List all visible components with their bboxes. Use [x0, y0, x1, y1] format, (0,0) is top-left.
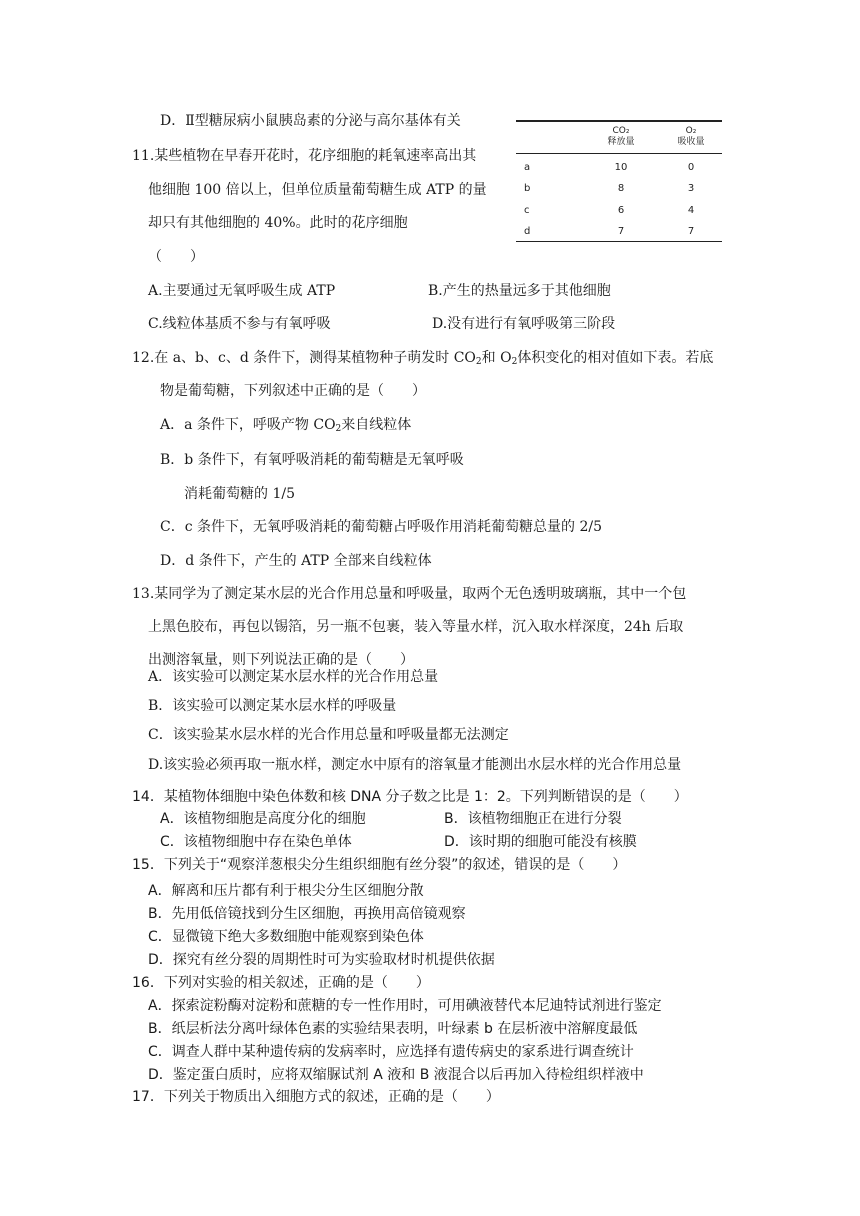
q11-stem-line3: 却只有其他细胞的 40%。此时的花序细胞: [148, 215, 408, 231]
q12-option-a-text: A．a 条件下，呼吸产物 CO: [160, 417, 336, 433]
q14-option-a: A．该植物细胞是高度分化的细胞: [160, 811, 366, 827]
q12-option-c: C．c 条件下，无氧呼吸消耗的葡萄糖占呼吸作用消耗葡萄糖总量的 2/5: [160, 519, 602, 535]
respiration-data-table: [516, 120, 722, 242]
table-row-a-co2: 10: [614, 162, 628, 173]
q13-option-a: A．该实验可以测定某水层水样的光合作用总量: [148, 669, 439, 685]
table-header-co2-line2: 释放量: [607, 137, 635, 147]
q12-co2-subscript: 2: [475, 357, 482, 367]
q15-option-b: B．先用低倍镜找到分生区细胞，再换用高倍镜观察: [148, 906, 466, 922]
q11-stem-line2: 他细胞 100 倍以上，但单位质量葡萄糖生成 ATP 的量: [148, 182, 487, 198]
table-row-c-label: c: [524, 205, 530, 216]
q11-option-b: B.产生的热量远多于其他细胞: [428, 283, 611, 299]
q13-stem-line3: 出测溶氧量，则下列说法正确的是（ ）: [148, 652, 414, 668]
q12-stem-line1: [132, 349, 713, 371]
q12-stem-line2: 物是葡萄糖，下列叙述中正确的是（ ）: [160, 383, 426, 399]
q16-option-d: D．鉴定蛋白质时，应将双缩脲试剂 A 液和 B 液混合以后再加入待检组织样液中: [148, 1067, 644, 1083]
q11-option-d: D.没有进行有氧呼吸第三阶段: [432, 316, 616, 332]
q12-option-b-line1: B．b 条件下，有氧呼吸消耗的葡萄糖是无氧呼吸: [160, 452, 464, 468]
q10-option-d: D．Ⅱ型糖尿病小鼠胰岛素的分泌与高尔基体有关: [160, 113, 461, 129]
table-header-co2-line1: CO₂: [612, 126, 630, 136]
q12-stem-part3: 体积变化的相对值如下表。若底: [517, 350, 714, 366]
table-row-b-o2: 3: [687, 183, 695, 194]
q12-option-b-line2: 消耗葡萄糖的 1/5: [184, 486, 295, 502]
table-header-co2: [586, 126, 656, 148]
table-row-d-co2: 7: [617, 226, 625, 237]
q12-option-a: [160, 416, 411, 438]
q11-option-c: C.线粒体基质不参与有氧呼吸: [148, 316, 331, 332]
q16-option-a: A．探索淀粉酶对淀粉和蔗糖的专一性作用时，可用碘液替代本尼迪特试剂进行鉴定: [148, 998, 662, 1014]
q13-option-c: C．该实验某水层水样的光合作用总量和呼吸量都无法测定: [148, 727, 509, 743]
q12-o2-subscript: 2: [511, 357, 518, 367]
q12-stem-part2: 和 O: [481, 350, 512, 366]
table-header-o2: [661, 126, 721, 148]
q14-option-b: B．该植物细胞正在进行分裂: [444, 811, 622, 827]
q14-option-d: D．该时期的细胞可能没有核膜: [444, 834, 637, 850]
table-header-o2-line2: 吸收量: [677, 137, 705, 147]
q15-stem: 15．下列关于“观察洋葱根尖分生组织细胞有丝分裂”的叙述，错误的是（ ）: [132, 857, 627, 873]
table-row-b-label: b: [524, 183, 531, 194]
q15-option-d: D．探究有丝分裂的周期性时可为实验取材时机提供依据: [148, 952, 495, 968]
table-row-d-o2: 7: [687, 226, 695, 237]
q11-answer-paren: （ ）: [148, 249, 204, 265]
q13-option-d: D.该实验必须再取一瓶水样，测定水中原有的溶氧量才能测出水层水样的光合作用总量: [148, 757, 682, 773]
table-header-rule: [516, 153, 722, 154]
table-row-a-o2: 0: [687, 162, 695, 173]
table-row-d-label: d: [524, 226, 531, 237]
q15-option-a: A．解离和压片都有利于根尖分生区细胞分散: [148, 883, 424, 899]
q13-stem-line2: 上黑色胶布，再包以锡箔，另一瓶不包裹，装入等量水样，沉入取水样深度，24h 后取: [148, 619, 684, 635]
q16-option-b: B．纸层析法分离叶绿体色素的实验结果表明，叶绿素 b 在层析液中溶解度最低: [148, 1021, 638, 1037]
table-bottom-rule: [516, 241, 722, 242]
q13-stem-line1: 13.某同学为了测定某水层的光合作用总量和呼吸量，取两个无色透明玻璃瓶，其中一个包: [132, 586, 687, 602]
q12-stem-part1: 12.在 a、b、c、d 条件下，测得某植物种子萌发时 CO: [132, 350, 476, 366]
table-row-b-co2: 8: [617, 183, 625, 194]
q11-option-a: A.主要通过无氧呼吸生成 ATP: [148, 283, 336, 299]
q13-option-b: B．该实验可以测定某水层水样的呼吸量: [148, 698, 397, 714]
table-header-o2-line1: O₂: [685, 126, 697, 136]
q12-option-a-tail: 来自线粒体: [341, 417, 412, 433]
q17-stem: 17．下列关于物质出入细胞方式的叙述，正确的是（ ）: [132, 1089, 500, 1105]
table-top-rule: [516, 120, 722, 122]
table-row-c-o2: 4: [687, 205, 695, 216]
q14-stem: 14．某植物体细胞中染色体数和核 DNA 分子数之比是 1：2。下列判断错误的是（ ）: [132, 789, 688, 805]
table-row-c-co2: 6: [617, 205, 625, 216]
q11-stem-line1: 11.某些植物在早春开花时，花序细胞的耗氧速率高出其: [132, 148, 477, 164]
q12-option-d: D．d 条件下，产生的 ATP 全部来自线粒体: [160, 553, 432, 569]
q14-option-c: C．该植物细胞中存在染色单体: [160, 834, 352, 850]
q12-option-a-subscript: 2: [335, 424, 342, 434]
q15-option-c: C．显微镜下绝大多数细胞中能观察到染色体: [148, 929, 424, 945]
q16-stem: 16．下列对实验的相关叙述，正确的是（ ）: [132, 975, 430, 991]
q16-option-c: C．调查人群中某种遗传病的发病率时，应选择有遗传病史的家系进行调查统计: [148, 1044, 634, 1060]
table-row-a-label: a: [524, 162, 531, 173]
